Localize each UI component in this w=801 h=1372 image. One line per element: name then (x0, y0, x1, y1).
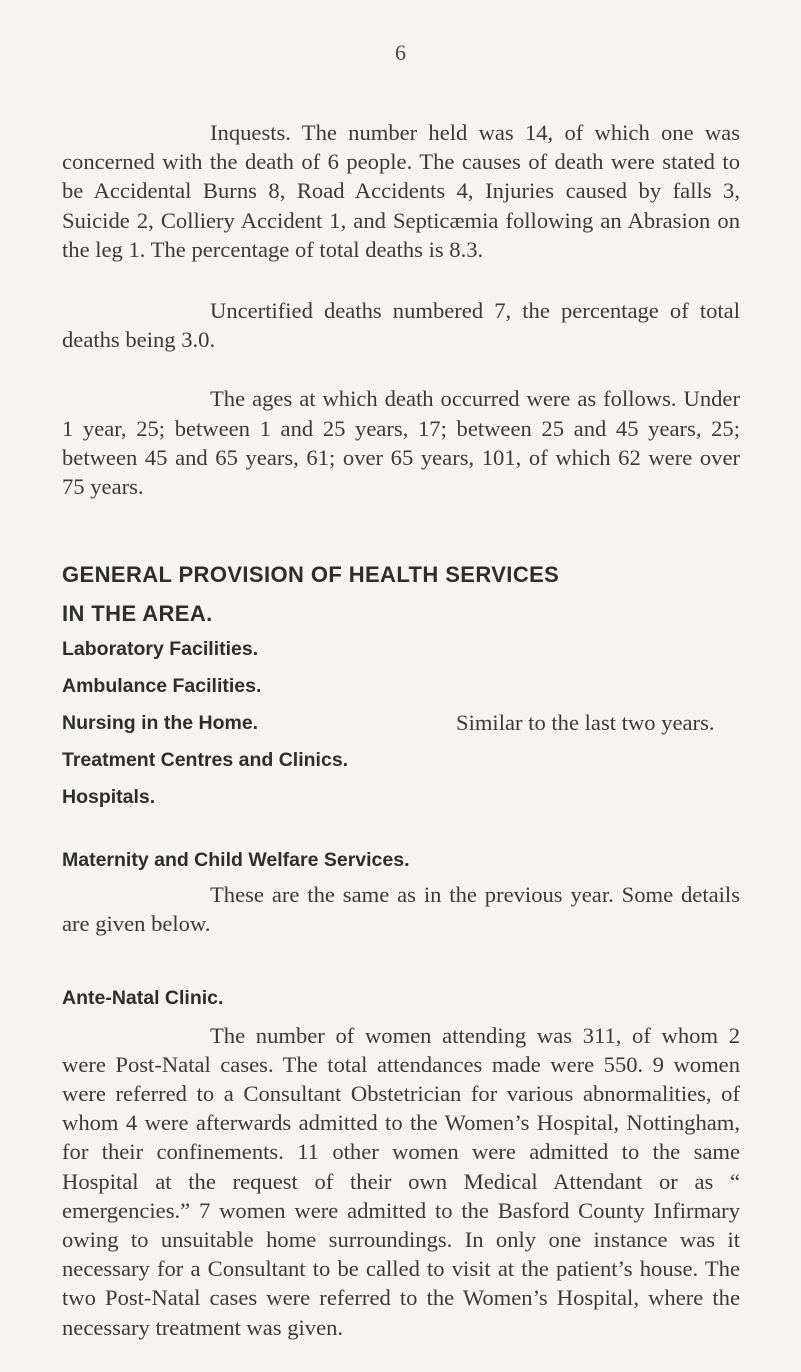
facility-label: Ambulance Facilities. (62, 675, 262, 698)
facility-item (62, 782, 740, 812)
facility-item (62, 745, 740, 775)
general-provision-heading-line1: GENERAL PROVISION OF HEALTH SERVICES (62, 562, 560, 588)
facility-item (62, 708, 740, 738)
general-provision-heading-line2: IN THE AREA. (62, 601, 213, 627)
maternity-paragraph: These are the same as in the previous year. Some details are given below. (62, 882, 740, 937)
ante-natal-paragraph: The number of women attending was 311, of whom 2 were Post-Natal cases. The total attendances made were 550. 9 women were referred to a Consultant Obstetrician for various abnormalities, of whom 4 were afterwards admitted to the Women’s Hospital, Nottingham, for their confinements. 11 other women were admitted to the same Hospital at the request of their own Medical Attendant or as “ emergencies.” 7 women were admitted to the Basford County Infirmary owing to unsuitable home surroundings. In only one instance was it necessary for a Consultant to be called to visit at the patient’s house. The two Post-Natal cases were referred to the Women’s Hospital, where the necessary treatment was given. (62, 1022, 740, 1340)
ages-at-death-paragraph: The ages at which death occurred were as follows. Under 1 year, 25; between 1 and 25 years, 17; between 25 and 45 years, 25; between 45 and 65 years, 61; over 65 years, 101, of which 62 were over 75 years. (62, 386, 740, 500)
facility-label: Laboratory Facilities. (62, 638, 259, 661)
inquests-paragraph: Inquests. The number held was 14, of which one was concerned with the death of 6 people. The causes of death were stated to be Accidental Burns 8, Road Accidents 4, Injuries caused by falls 3, Suicide 2, Colliery Accident 1, and Septicæmia following an Abrasion on the leg 1. The percentage of total deaths is 8.3. (62, 120, 740, 262)
facilities-list (62, 634, 740, 812)
facility-item (62, 634, 740, 664)
facilities-note: Similar to the last two years. (456, 710, 715, 736)
ante-natal-heading: Ante-Natal Clinic. (62, 986, 224, 1009)
facility-label: Nursing in the Home. (62, 712, 259, 735)
facility-item (62, 671, 740, 701)
facility-label: Treatment Centres and Clinics. (62, 749, 349, 772)
maternity-heading: Maternity and Child Welfare Services. (62, 849, 410, 872)
facility-label: Hospitals. (62, 786, 156, 809)
document-body (62, 118, 740, 1342)
page-number: 6 (395, 40, 406, 65)
uncertified-deaths-paragraph: Uncertified deaths numbered 7, the percentage of total deaths being 3.0. (62, 298, 740, 353)
